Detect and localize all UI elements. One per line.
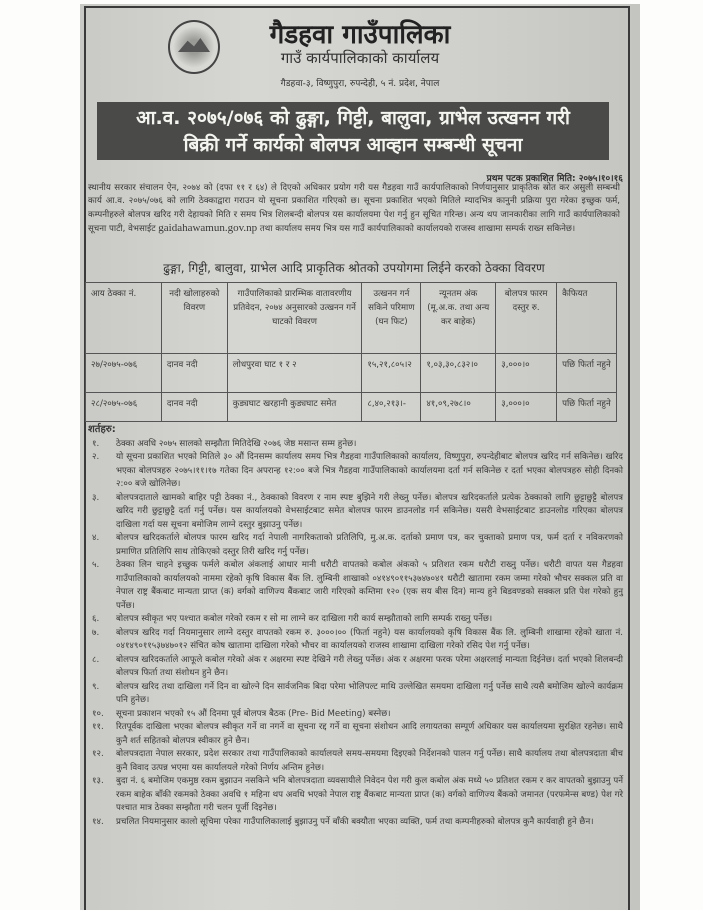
condition-item [88, 775, 623, 816]
condition-number: ८. [92, 654, 100, 665]
intro-text: स्थानीय सरकार संचालन ऐन, २०७४ को (दफा ११ र ६४) ले दिएको अधिकार प्रयोग गरी यस गैडहवा गाउँ कार्यपालिकाको निर्णयानुसार प्राकृतिक स्रोत कर असुली सम्बन्धी कार्य आ.व. २०७५/०७६ को लागि ठेक्काद्वारा गराउन यो सूचना प्रकाशित गरिएको छ। सूचना प्रकाशित भएको मितिले म्यादभित्र कानुनी प्रक्रिया पुरा गरेका इच्छुक फर्म, कम्पनीहरुले बोलपत्र खरिद गरी देहायको मिति र समय भित्र शिलबन्दी बोलपत्र यस कार्यालयमा पेश गर्नु हुन सूचित गरिन्छ। अन्य थप जानकारीका लागि गाउँ कार्यपालिकाको सूचना पाटी, वेभसाईट [88, 183, 620, 235]
column-header: कैफियत [557, 283, 617, 354]
condition-number: ७. [92, 627, 100, 638]
condition-number: २. [92, 452, 100, 462]
condition-number: १२. [92, 749, 104, 759]
table-title: ढुङ्गा, गिट्टी, बालुवा, ग्राभेल आदि प्राकृतिक श्रोतको उपयोगमा लिईने करको ठेक्का विवरण [163, 261, 545, 275]
table-cell: ८,४०,२१३।- [362, 393, 421, 422]
municipality-name: गैडहवा गाउँपालिका [269, 20, 451, 50]
table-cell: दानव नदी [161, 393, 227, 422]
website-url: gaidahawamun.gov.np [158, 222, 258, 235]
condition-text: बोलपत्रदाताले खामको बाहिर पट्टी ठेक्का नं., ठेक्काको विवरण र नाम स्पष्ट बुझिने गरी लेख्नु पर्नेछ। बोलपत्र खरिदकर्ताले प्रत्येक ठेक्काको लागि छुट्टाछुट्टै बोलपत्र खरिद गरी छुट्टाछुट्टै दर्ता गर्नु पर्नेछ। यस कार्यालयको वेभसाईटबाट समेत बोलपत्र फारम डाउनलोड गर्न सकिनेछ। यसरी वेभसाईटबाट डाउनलोड गरिएका बोलपत्र दाखिला गर्दा यस सूचना बमोजिम लाग्ने दस्तुर बुझाउनु पर्नेछ। [116, 492, 623, 530]
intro-paragraph [88, 182, 620, 237]
condition-item [88, 451, 623, 492]
table-cell: २७/२०७५-०७६ [86, 354, 162, 393]
table-cell: ४१,०९,२७८।० [421, 393, 496, 422]
condition-number: ४. [92, 533, 100, 543]
table-cell: १,०३,३०,८३२।० [421, 354, 496, 393]
condition-number: ३. [92, 492, 100, 503]
condition-number: १४. [92, 816, 104, 827]
table-cell: कुड्यघाट खरहानी कुड्यघाट समेत [227, 393, 362, 422]
table-row [86, 354, 617, 393]
condition-number: ६. [92, 614, 100, 624]
column-header: गाउँपालिकाको प्रारम्भिक वातावरणीय प्रतिवेदन, २०७४ अनुसारको उत्खनन गर्ने घाटको विवरण [227, 283, 362, 354]
column-header: आय ठेक्का नं. [86, 283, 162, 354]
condition-item [88, 492, 623, 533]
municipality-emblem-logo [168, 20, 220, 74]
table-row [86, 393, 617, 422]
condition-text: बुदा नं. ६ बमोजिम एकमुष्ठ रकम बुझाउन नसकिने भनि बोलपत्रदाता व्यवसायीले निवेदन पेश गरी कुल कबोल अंक मध्ये ५० प्रतिशत रकम र कर वापतको बुझाउनु पर्ने रकम बाहेक बाँकी रकमको ठेक्का अवधि १ महिना थप अवधि भएको नेपाल राष्ट्र बैंकबाट मान्यता प्राप्त (क) वर्गको वाणिज्य बैंकको जमानत (परफमेन्स बण्ड) पेश गरे पश्चात मात्र ठेक्का सम्झौता गरी चलन पूर्जी दिइनेछ। [116, 776, 623, 813]
condition-text: प्रचलित नियमानुसार कालो सूचिमा परेका गाउँपालिकालाई बुझाउनु पर्ने बाँकी बक्यौता भएका व्यक्ति, फर्म तथा कम्पनीहरुको बोलपत्र कुनै कार्यवाही हुने छैन। [116, 816, 594, 827]
office-name: गाउँ कार्यपालिकाको कार्यालय [280, 49, 440, 67]
condition-item [88, 559, 623, 613]
condition-item [88, 438, 623, 452]
intro-text-after: तथा कार्यालय समय भित्र यस गाउँ कार्यपालिकाको कार्यालयको राजस्व शाखामा सम्पर्क राख्न सकिनेछ। [259, 224, 576, 235]
condition-text: बोलपत्र खरिदकर्ताले आफूले कबोल गरेको अंक र अक्षरमा स्पष्ट देखिने गरी लेख्नु पर्नेछ। अंक र अक्षरमा फरक परेमा अक्षरलाई मान्यता दिईनेछ। दर्ता भएको शिलबन्दी बोलपत्र फिर्ता तथा संशोधन हुने छैन। [116, 654, 623, 678]
condition-item [88, 721, 623, 748]
table-cell: दानव नदी [161, 354, 227, 393]
table-cell: पछि फिर्ता नहुने [557, 354, 617, 393]
office-address: गैडहवा-३, विष्णुपुरा, रुपन्देही, ५ नं. प्रदेश, नेपाल [280, 79, 440, 89]
condition-text: बोलपत्र खरिदकर्ताले बोलपत्र फारम खरिद गर्दा नेपाली नागरिकताको प्रतिलिपि, मु.अ.क. दर्ताको प्रमाण पत्र, कर चुक्ताको प्रमाण पत्र, फर्म दर्ता र नविकरणको प्रमाणित प्रतिलिपि साथ तोकिएको दस्तुर तिरी खरिद गर्नु पर्नेछ। [116, 533, 623, 557]
condition-number: ५. [92, 560, 100, 570]
notice-title-line-1: आ.व. २०७५/०७६ को ढुङ्गा, गिट्टी, बालुवा, ग्राभेल उत्खनन गरी [136, 107, 570, 129]
table-header-row [86, 283, 617, 354]
condition-item [88, 708, 623, 722]
condition-number: १. [92, 438, 100, 449]
condition-text: यो सूचना प्रकाशित भएको मितिले ३० औं दिनसम्म कार्यालय समय भित्र गैडहवा गाउँपालिकाको कार्यालय, विष्णुपुरा, रुपन्देहीबाट बोलपत्र खरिद गर्न सकिनेछ। खरिद भएका बोलपत्रहरु २०७५।११।१७ गतेका दिन अपरान्ह १२:०० बजे भित्र गैडहवा गाउँपालिकाको कार्यालयमा दर्ता गर्न सकिनेछ र दर्ता भएका बोलपत्रहरु सोही दिनको २:०० बजे खोलिनेछ। [116, 452, 623, 489]
table-cell: पछि फिर्ता नहुने [557, 393, 617, 422]
condition-text: बोलपत्रदाता नेपाल सरकार, प्रदेश सरकार तथा गाउँपालिकाको कार्यालयले समय-समयमा दिइएको निर्देशनको पालन गर्नु पर्नेछ। साथै कार्यालय तथा बोलपत्रदाता बीच कुनै विवाद उत्पन्न भएमा यस कार्यालयले गरेको निर्णय अन्तिम हुनेछ। [116, 749, 623, 773]
condition-item [88, 613, 623, 627]
condition-item [88, 748, 623, 775]
condition-item [88, 627, 623, 654]
condition-number: १३. [92, 776, 104, 786]
published-date: प्रथम पटक प्रकाशित मिति: २०७५।१०।१६ [486, 174, 623, 184]
table-cell: ३,०००।० [496, 354, 557, 393]
column-header: न्यूनतम अंक (मू.अ.क. तथा अन्य कर बाहेक) [421, 283, 496, 354]
condition-number: ११. [92, 722, 104, 732]
column-header: नदी खोलाहरुको विवरण [161, 283, 227, 354]
condition-number: ९. [92, 681, 100, 692]
condition-text: सूचना प्रकाशन भएको १५ औं दिनमा पूर्व बोलपत्र बैठक (Pre- Bid Meeting) बस्नेछ। [116, 708, 391, 719]
notice-title-banner [97, 102, 609, 160]
conditions-heading: शर्तहरु: [88, 424, 116, 435]
table-cell: २८/२०७५-०७६ [86, 393, 162, 422]
condition-item [88, 654, 623, 681]
condition-text: ठेक्का लिन चाहने इच्छुक फर्मले कबोल अंकलाई आधार मानी धरौटी वापतको कबोल अंकको ५ प्रतिशत रकम धरौटी राख्नु पर्नेछ। धरौटी वापत यस गैडहवा गाउँपालिकाको कार्यालयको नाममा रहेको कृषि विकास बैंक लि. लुम्बिनी शाखाको ०४१४९०११५३७४७०४१ धरौटी खातामा रकम जम्मा गरेको भौचर सक्कल प्रति वा नेपाल राष्ट्र बैंकबाट मान्यता प्राप्त (क) वर्गको वाणिज्य बैंकबाट जारी गरिएको कम्तिमा १२० (एक सय बीस दिन) मान्य हुने बिडवण्डको सक्कल प्रति पेश गरेको हुनु पर्नेछ। [116, 560, 623, 611]
conditions-section [88, 423, 623, 829]
condition-item [88, 816, 623, 830]
condition-text: रितपूर्वक दाखिला भएका बोलपत्र स्वीकृत गर्ने वा नगर्ने वा सूचना रद्द गर्ने वा सूचना संशोधन आदि लगायतका सम्पूर्ण अधिकार यस कार्यालयमा सुरक्षित रहनेछ। साथै कुनै शर्त सहितको बोलपत्र स्वीकार हुने छैन। [116, 722, 623, 746]
table-cell: लोधपुरवा घाट १ र २ [227, 354, 362, 393]
contract-details-table [85, 282, 617, 422]
condition-number: १०. [92, 708, 104, 719]
condition-item [88, 681, 623, 708]
condition-text: ठेक्का अवधि २०७५ सालको सम्झौता मितिदेखि २०७६ जेष्ठ मसान्त सम्म हुनेछ। [116, 438, 357, 449]
condition-item [88, 532, 623, 559]
condition-text: बोलपत्र खरिद तथा दाखिला गर्ने दिन वा खोल्ने दिन सार्वजनिक बिदा परेमा भोलिपल्ट माथि उल्लेखित समयमा दाखिला गर्नु पर्नेछ साथै त्यसै बमोजिम खोल्ने कार्यक्रम पनि हुनेछ। [116, 681, 623, 705]
column-header: उत्खनन गर्न सकिने परिमाण (घन फिट) [362, 283, 421, 354]
notice-title-line-2: बिक्री गर्ने कार्यको बोलपत्र आव्हान सम्बन्धी सूचना [183, 134, 523, 156]
condition-text: बोलपत्र खरिद गर्दा नियमानुसार लाग्ने दस्तुर वापतको रकम रु. ३०००।०० (फिर्ता नहुने) यस कार्यालयको कृषि विकास बैंक लि. लुम्बिनी शाखामा रहेको खाता नं. ०४१४९०११५३७४७०१२ संचित कोष खातामा दाखिला गरेको भौचर वा कार्यालयको राजस्व शाखामा दाखिला गरेको रसिद पेश गर्नु पर्नेछ। [116, 627, 623, 651]
conditions-list [88, 438, 623, 830]
table-cell: १५,२१,८०५।२ [362, 354, 421, 393]
condition-text: बोलपत्र स्वीकृत भए पश्चात कबोल गरेको रकम र सो मा लाग्ने कर दाखिला गरी कार्य सम्झौताको लागि सम्पर्क राख्नु पर्नेछ। [116, 614, 493, 624]
column-header: बोलपत्र फारम दस्तुर रु. [496, 283, 557, 354]
table-cell: ३,०००।० [496, 393, 557, 422]
